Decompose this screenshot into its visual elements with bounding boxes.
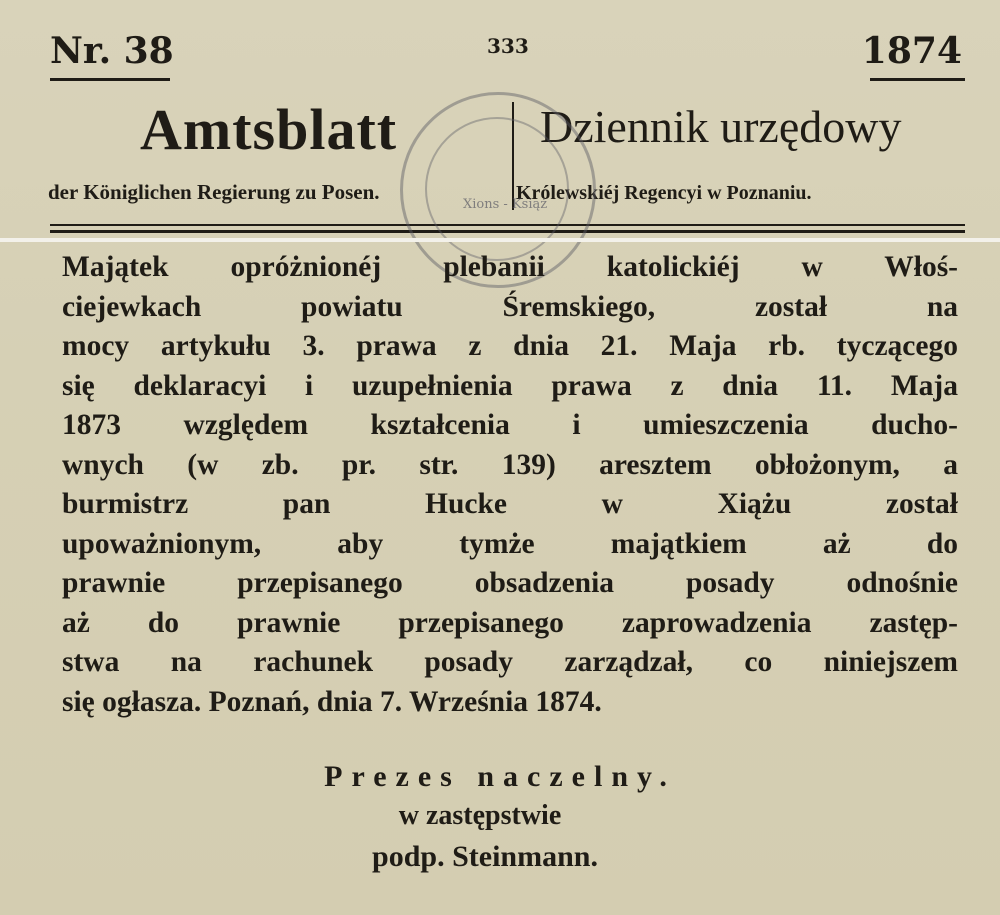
stamp-text: Xions - Książ — [463, 197, 548, 212]
signatory-deputy-note: w zastępstwie — [398, 800, 562, 831]
text-line: wnych (w zb. pr. str. 139) aresztem obłożonym, a — [62, 448, 958, 481]
issue-year: 1874 — [861, 30, 962, 72]
text-line: 1873 względem kształcenia i umieszczenia ducho- — [62, 409, 958, 441]
text-line: stwa na rachunek posady zarządzał, co niniejszem — [62, 646, 958, 678]
signature-block — [0, 760, 1000, 880]
signatory-title: Prezes naczelny. — [324, 760, 676, 793]
title-german: Amtsblatt — [140, 97, 398, 162]
announcement-text — [62, 248, 958, 722]
issue-number-underline — [50, 78, 170, 81]
text-line: prawnie przepisanego obsadzenia posady odnośnie — [62, 567, 958, 599]
subtitle-polish: Królewskiéj Regencyi w Poznaniu. — [516, 182, 812, 204]
text-line: Majątek opróżnionéj plebanii katolickiéj w Włoś- — [62, 251, 958, 283]
page-number: 333 — [487, 34, 529, 58]
signatory-name: podp. Steinmann. — [372, 840, 598, 873]
text-line: mocy artykułu 3. prawa z dnia 21. Maja rb. tyczącego — [62, 330, 958, 362]
text-line: się ogłasza. Poznań, dnia 7. Września 1874. — [62, 685, 602, 718]
text-line: ciejewkach powiatu Śremskiego, został na — [62, 290, 958, 323]
scan-seam — [0, 238, 1000, 242]
subtitle-german: der Königlichen Regierung zu Posen. — [48, 180, 380, 204]
text-line: się deklaracyi i uzupełnienia prawa z dnia 11. Maja — [62, 369, 958, 402]
title-polish: Dziennik urzędowy — [540, 101, 902, 152]
text-line: aż do prawnie przepisanego zaprowadzenia zastęp- — [62, 606, 958, 639]
text-line: upoważnionym, aby tymże majątkiem aż do — [62, 527, 958, 560]
issue-number: Nr. 38 — [50, 30, 174, 72]
year-underline — [870, 78, 965, 81]
text-line: burmistrz pan Hucke w Xiążu został — [62, 488, 958, 520]
